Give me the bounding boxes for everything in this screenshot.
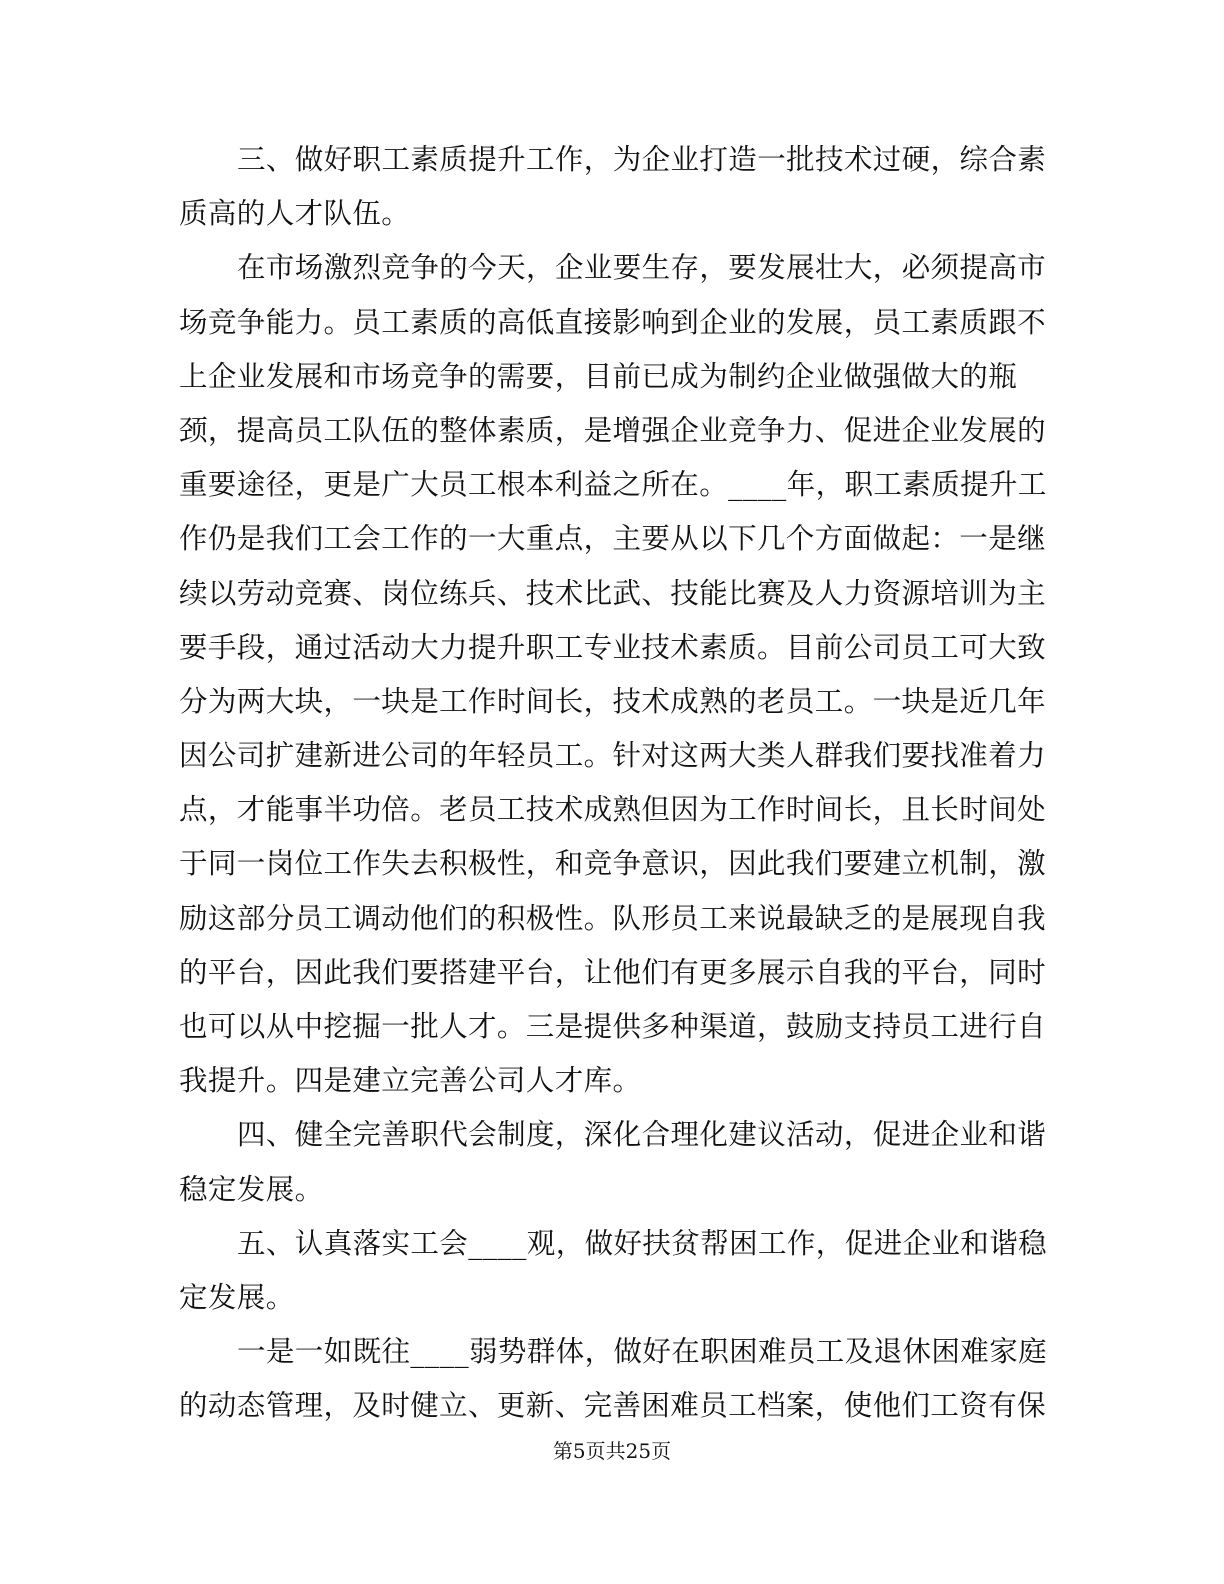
text-line: 四、健全完善职代会制度，深化合理化建议活动，促进企业和谐 [237, 1118, 1047, 1152]
text-line: 于同一岗位工作失去积极性，和竞争意识，因此我们要建立机制，激 [179, 847, 1047, 881]
text-line: 要手段，通过活动大力提升职工专业技术素质。目前公司员工可大致 [179, 630, 1047, 664]
text-line: 因公司扩建新进公司的年轻员工。针对这两大类人群我们要找准着力 [179, 739, 1047, 773]
text-line: 质高的人才队伍。 [179, 197, 411, 231]
page-number: 第5页共25页 [552, 1439, 672, 1463]
text-line: 点，才能事半功倍。老员工技术成熟但因为工作时间长，且长时间处 [179, 793, 1047, 827]
text-line: 作仍是我们工会工作的一大重点，主要从以下几个方面做起：一是继 [179, 522, 1047, 556]
text-line: 稳定发展。 [179, 1172, 324, 1206]
text-line: 励这部分员工调动他们的积极性。队形员工来说最缺乏的是展现自我 [179, 901, 1047, 935]
text-line: 重要途径，更是广大员工根本利益之所在。____年，职工素质提升工 [179, 468, 1047, 502]
text-line: 颈，提高员工队伍的整体素质，是增强企业竞争力、促进企业发展的 [179, 413, 1047, 447]
text-line: 上企业发展和市场竞争的需要，目前已成为制约企业做强做大的瓶 [179, 359, 1018, 393]
text-line: 场竞争能力。员工素质的高低直接影响到企业的发展，员工素质跟不 [179, 305, 1047, 339]
body-text [179, 133, 1048, 1434]
text-line: 的动态管理，及时健立、更新、完善困难员工档案，使他们工资有保 [179, 1389, 1047, 1423]
text-line: 三、做好职工素质提升工作，为企业打造一批技术过硬，综合素 [237, 143, 1047, 176]
text-line: 续以劳动竞赛、岗位练兵、技术比武、技能比赛及人力资源培训为主 [179, 576, 1047, 610]
text-line: 定发展。 [179, 1280, 295, 1314]
text-line: 在市场激烈竞争的今天，企业要生存，要发展壮大，必须提高市 [237, 251, 1047, 285]
text-line: 分为两大块，一块是工作时间长，技术成熟的老员工。一块是近几年 [179, 684, 1047, 718]
text-line: 五、认真落实工会____观，做好扶贫帮困工作，促进企业和谐稳 [237, 1226, 1048, 1260]
text-line: 的平台，因此我们要搭建平台，让他们有更多展示自我的平台，同时 [179, 955, 1047, 989]
text-line: 一是一如既往____弱势群体，做好在职困难员工及退休困难家庭 [237, 1335, 1048, 1369]
text-line: 我提升。四是建立完善公司人才库。 [179, 1064, 642, 1098]
text-line: 也可以从中挖掘一批人才。三是提供多种渠道，鼓励支持员工进行自 [179, 1010, 1047, 1043]
